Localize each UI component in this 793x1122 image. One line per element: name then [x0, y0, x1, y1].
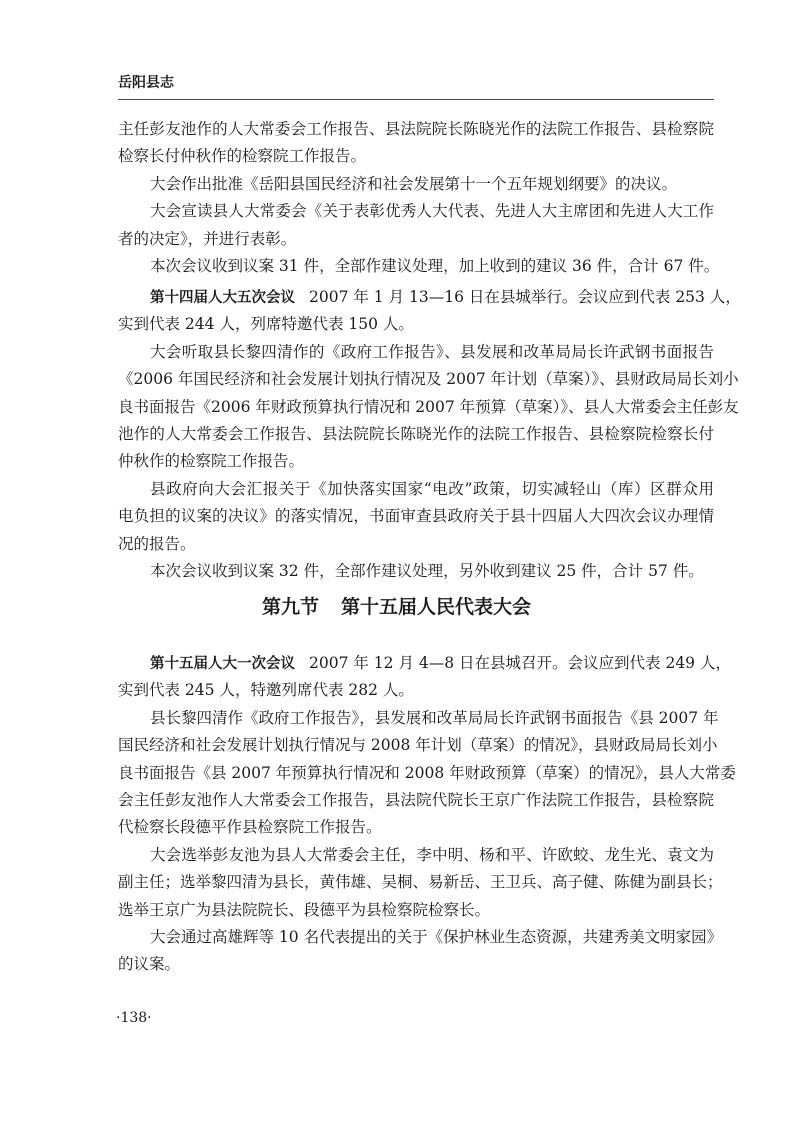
line-text: 大会作出批准《岳阳县国民经济和社会发展第十一个五年规划纲要》的决议。	[150, 174, 678, 193]
line-text: 大会通过高雄辉等 10 名代表提出的关于《保护林业生态资源，共建秀美文明家园》	[150, 927, 723, 946]
section-heading	[0, 592, 793, 619]
running-header: 岳阳县志	[118, 75, 174, 91]
line-text: 者的决定》，并进行表彰。	[118, 229, 297, 248]
header-rule	[118, 99, 714, 100]
text-block-session-15-1	[118, 650, 736, 979]
line-text: 良书面报告《2006 年财政预算执行情况和 2007 年预算（草案）》、县人大常委会主任彭友	[118, 397, 739, 416]
text-line	[118, 448, 714, 475]
section-number: 第九节	[261, 596, 319, 618]
text-block-session-14-5	[118, 284, 741, 585]
line-text: 电负担的议案的决议》的落实情况，书面审查县政府关于县十四届人大四次会议办理情	[118, 507, 714, 526]
text-line	[118, 476, 714, 503]
text-line	[118, 311, 714, 338]
page-number: ·138·	[116, 1010, 152, 1026]
line-text: 本次会议收到议案 32 件，全部作建议处理，另外收到建议 25 件，合计 57 件。	[150, 561, 704, 580]
line-text: 大会宣读县人大常委会《关于表彰优秀人大代表、先进人大主席团和先进人大工作	[150, 202, 714, 221]
text-line	[118, 339, 714, 366]
line-text: 检察长付仲秋作的检察院工作报告。	[118, 147, 367, 166]
text-line	[118, 842, 714, 869]
text-line	[118, 531, 714, 558]
text-line	[118, 558, 714, 585]
text-line	[118, 198, 714, 225]
text-line	[118, 284, 741, 311]
line-text: 县长黎四清作《政府工作报告》，县发展和改革局局长许武钢书面报告《县 2007 年	[150, 708, 719, 727]
text-line	[118, 760, 736, 787]
session-lead: 第十五届人大一次会议	[150, 656, 295, 672]
line-text: 2007 年 12 月 4—8 日在县城召开。会议应到代表 249 人，	[309, 654, 731, 672]
line-text: 仲秋作的检察院工作报告。	[118, 452, 305, 471]
line-text: 会主任彭友池作人大常委会工作报告，县法院代院长王京广作法院工作报告，县检察院	[118, 790, 714, 809]
text-line	[118, 143, 714, 170]
text-line	[118, 924, 723, 951]
line-text: 2007 年 1 月 13—16 日在县城举行。会议应到代表 253 人，	[309, 288, 741, 306]
line-text: 实到代表 244 人，列席特邀代表 150 人。	[118, 315, 414, 334]
line-text: 大会选举彭友池为县人大常委会主任，李中明、杨和平、许欧蛟、龙生光、袁文为	[150, 845, 714, 864]
line-text: 县政府向大会汇报关于《加快落实国家“电改”政策，切实减轻山（库）区群众用	[150, 479, 714, 498]
text-line	[118, 171, 714, 198]
line-text: 国民经济和社会发展计划执行情况与 2008 年计划（草案）的情况》，县财政局局长刘小	[118, 736, 718, 755]
line-text: 副主任；选举黎四清为县长，黄伟雄、吴桐、易新岳、王卫兵、高子健、陈健为副县长；	[118, 873, 723, 892]
text-line	[118, 421, 714, 448]
line-text: 《2006 年国民经济和社会发展计划执行情况及 2007 年计划（草案）》、县财政局局长刘小	[118, 370, 739, 389]
line-text: 代检察长段德平作县检察院工作报告。	[118, 818, 382, 837]
text-line	[118, 869, 723, 896]
line-text: 实到代表 245 人，特邀列席代表 282 人。	[118, 681, 414, 700]
text-line	[118, 116, 714, 143]
text-line	[118, 394, 739, 421]
text-line	[118, 951, 714, 978]
text-line	[118, 732, 718, 759]
text-line	[118, 787, 714, 814]
line-text: 良书面报告《县 2007 年预算执行情况和 2008 年财政预算（草案）的情况》，县人大常委	[118, 763, 736, 782]
text-line	[118, 366, 739, 393]
text-line	[118, 677, 714, 704]
line-text: 本次会议收到议案 31 件，全部作建议处理，加上收到的建议 36 件，合计 67 件。	[150, 256, 720, 275]
text-line	[118, 253, 720, 280]
text-line	[118, 814, 714, 841]
line-text: 的议案。	[118, 955, 181, 974]
section-title: 第十五届人民代表大会	[341, 596, 532, 618]
text-line	[118, 650, 731, 677]
text-line	[118, 705, 719, 732]
line-text: 大会听取县长黎四清作的《政府工作报告》、县发展和改革局局长许武钢书面报告	[150, 342, 714, 361]
text-line	[118, 503, 714, 530]
line-text: 主任彭友池作的人大常委会工作报告、县法院院长陈晓光作的法院工作报告、县检察院	[118, 120, 714, 138]
text-line	[118, 226, 714, 253]
line-text: 况的报告。	[118, 534, 196, 553]
text-line	[118, 897, 714, 924]
session-lead: 第十四届人大五次会议	[150, 290, 295, 306]
line-text: 池作的人大常委会工作报告、县法院院长陈晓光作的法院工作报告、县检察院检察长付	[118, 424, 714, 443]
text-block-1	[118, 116, 720, 280]
line-text: 选举王京广为县法院院长、段德平为县检察院检察长。	[118, 900, 491, 919]
